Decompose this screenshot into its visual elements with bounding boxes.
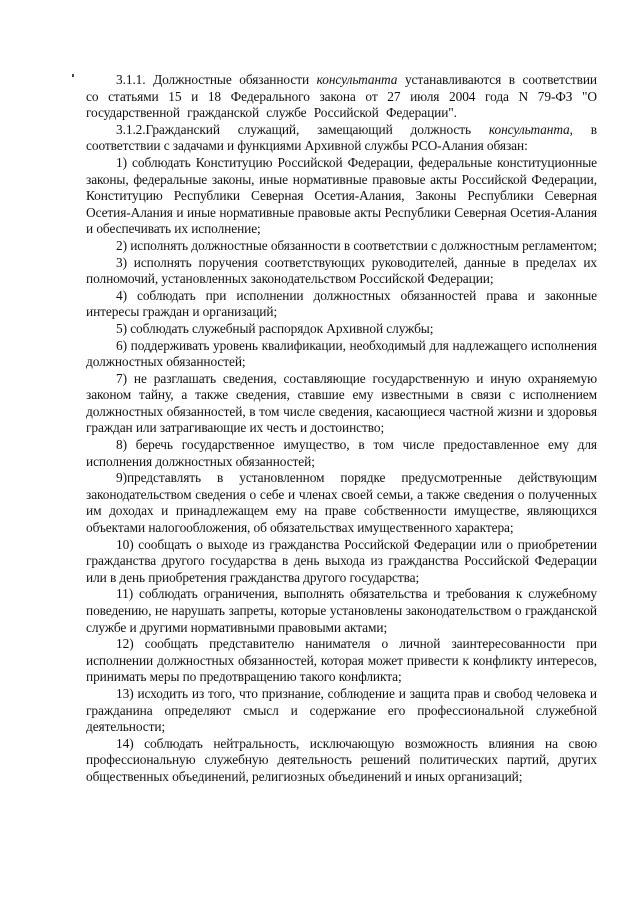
paragraph-text: , в соответствии с задачами и функциями Архивной службы РСО-Алания обязан: [86, 121, 597, 154]
duty-item-2: 2) исполнять должностные обязанности в соответствии с должностным регламентом; [116, 237, 597, 253]
duty-item-5: 5) соблюдать служебный распорядок Архивной службы; [116, 320, 434, 336]
duty-item-12: 12) сообщать представителю нанимателя о личной заинтересованности при исполнении должностных обязанностей, которая может привести к конфликту интересов, принимать меры по предотвращению такого конфликта; [86, 636, 597, 685]
scan-speck [72, 74, 74, 77]
position-title: консультанта [488, 121, 570, 137]
paragraph-3-1-2 [86, 122, 597, 155]
duty-item-10: 10) сообщать о выходе из гражданства Российской Федерации или о приобретении гражданства другого государства в день выхода из гражданства Российской Федерации или в день приобретения гражданства другого государства; [86, 536, 597, 585]
paragraph-text: 3.1.2.Гражданский служащий, замещающий должность [116, 121, 489, 137]
duty-item-1: 1) соблюдать Конституцию Российской Федерации, федеральные конституционные законы, федеральные законы, иные нормативные правовые акты Российской Федерации, Конституцию Республики Северная Осетия-Алания, Законы Республики Северная Осетия-Алания и иные нормативные правовые акты Республики Северная Осетия-Алания и обеспечивать их исполнение; [86, 154, 597, 237]
duty-item-7: 7) не разглашать сведения, составляющие государственную и иную охраняемую законом тайну, а также сведения, ставшие ему известными в связи с исполнением должностных обязанностей, в том числе сведения, касающиеся частной жизни и здоровья граждан или затрагивающие их честь и достоинство; [86, 370, 597, 436]
duty-item-13: 13) исходить из того, что признание, соблюдение и защита прав и свобод человека и гражданина определяют смысл и содержание его профессиональной служебной деятельности; [86, 685, 597, 735]
paragraph-text: устанавливаются в соответствии со статьями 15 и 18 Федерального закона от 27 июля 2004 года N 79-ФЗ "О государственной гражданской службе Российской Федерации". [86, 72, 597, 121]
duty-item-4: 4) соблюдать при исполнении должностных обязанностей права и законные интересы граждан и организаций; [86, 287, 597, 320]
duty-item-9: 9)представлять в установленном порядке предусмотренные действующим законодательством сведения о себе и членах своей семьи, а также сведения о полученных им доходах и принадлежащем ему на праве собственности имуществе, являющихся объектами налогообложения, об обязательствах имущественного характера; [86, 470, 597, 536]
duty-item-8: 8) беречь государственное имущество, в том числе предоставленное ему для исполнения должностных обязанностей; [86, 437, 597, 469]
duty-item-6: 6) поддерживать уровень квалификации, необходимый для надлежащего исполнения должностных обязанностей; [86, 337, 597, 370]
duty-item-14: 14) соблюдать нейтральность, исключающую возможность влияния на свою профессиональную служебную деятельность решений политических партий, других общественных объединений, религиозных объединений и иных организаций; [86, 735, 597, 784]
position-title: консультанта [316, 72, 398, 87]
paragraph-text: 3.1.1. Должностные обязанности [116, 72, 317, 87]
duty-item-11: 11) соблюдать ограничения, выполнять обязательства и требования к служебному поведению, не нарушать запреты, которые установлены законодательством о гражданской службе и другими нормативными правовыми актами; [86, 586, 597, 635]
duty-item-3: 3) исполнять поручения соответствующих руководителей, данные в пределах их полномочий, установленных законодательством Российской Федерации; [86, 254, 597, 287]
paragraph-3-1-1 [86, 72, 597, 122]
